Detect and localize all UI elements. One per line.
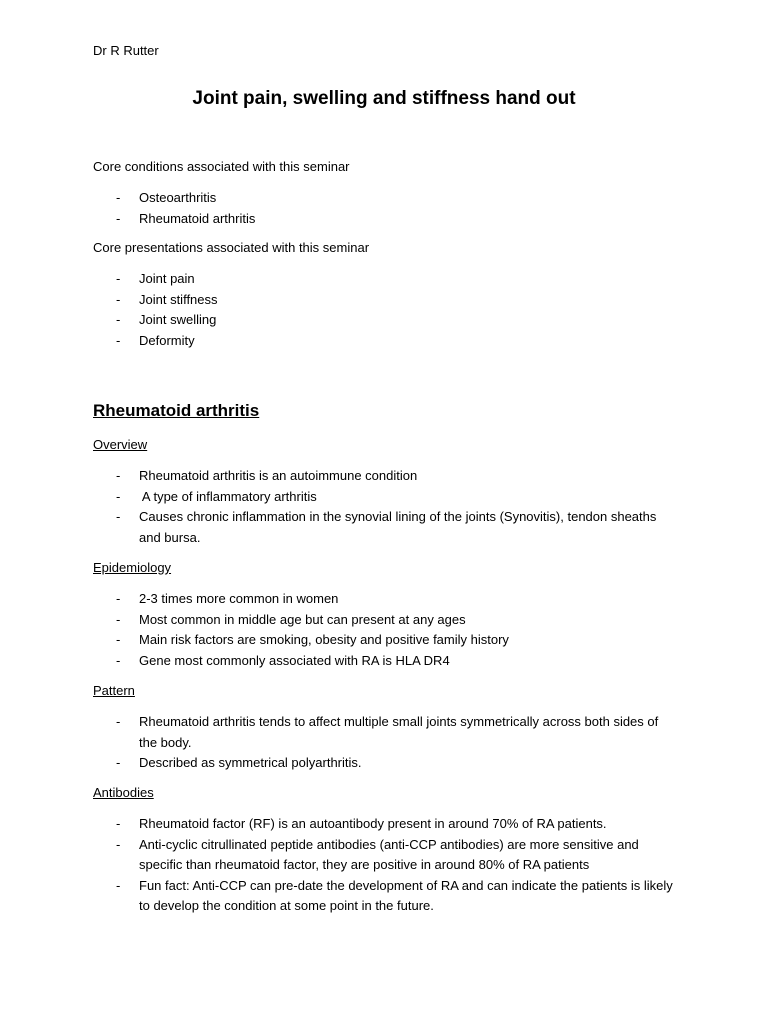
list-item: - 2-3 times more common in women [0, 589, 768, 610]
core-conditions-label: Core conditions associated with this seminar [93, 159, 350, 174]
list-item: - Joint stiffness [0, 290, 768, 311]
list-item: - Osteoarthritis [0, 188, 768, 209]
document-title: Joint pain, swelling and stiffness hand out [192, 88, 576, 109]
core-presentations-label: Core presentations associated with this seminar [93, 240, 370, 255]
section-heading-rheumatoid-arthritis: Rheumatoid arthritis [93, 401, 260, 420]
subheading-pattern: Pattern [93, 683, 135, 698]
list-item: - Described as symmetrical polyarthritis. [0, 753, 768, 774]
list-item: - A type of inflammatory arthritis [0, 487, 768, 508]
list-item: - Gene most commonly associated with RA is HLA DR4 [0, 651, 768, 672]
list-item: - Anti-cyclic citrullinated peptide antibodies (anti-CCP antibodies) are more sensitive and specific than rheumatoid factor, they are positive in around 80% of RA patients [0, 835, 768, 876]
list-item: - Deformity [0, 331, 768, 352]
core-conditions-list [0, 188, 768, 229]
list-item: - Main risk factors are smoking, obesity and positive family history [0, 630, 768, 651]
pattern-list [0, 712, 768, 774]
list-item: - Rheumatoid arthritis [0, 209, 768, 230]
epidemiology-list [0, 589, 768, 671]
list-item: - Rheumatoid arthritis is an autoimmune condition [0, 466, 768, 487]
list-item: - Rheumatoid arthritis tends to affect multiple small joints symmetrically across both sides of the body. [0, 712, 768, 753]
core-presentations-list [0, 269, 768, 351]
list-item: - Rheumatoid factor (RF) is an autoantibody present in around 70% of RA patients. [0, 814, 768, 835]
list-item: - Causes chronic inflammation in the synovial lining of the joints (Synovitis), tendon sheaths and bursa. [0, 507, 768, 548]
antibodies-list [0, 814, 768, 917]
subheading-antibodies: Antibodies [93, 785, 154, 800]
list-item: - Fun fact: Anti-CCP can pre-date the development of RA and can indicate the patients is likely to develop the condition at some point in the future. [0, 876, 768, 917]
list-item: - Joint pain [0, 269, 768, 290]
overview-list [0, 466, 768, 548]
author-name: Dr R Rutter [93, 43, 159, 58]
list-item: - Most common in middle age but can present at any ages [0, 610, 768, 631]
list-item: - Joint swelling [0, 310, 768, 331]
subheading-overview: Overview [93, 437, 148, 452]
subheading-epidemiology: Epidemiology [93, 560, 172, 575]
